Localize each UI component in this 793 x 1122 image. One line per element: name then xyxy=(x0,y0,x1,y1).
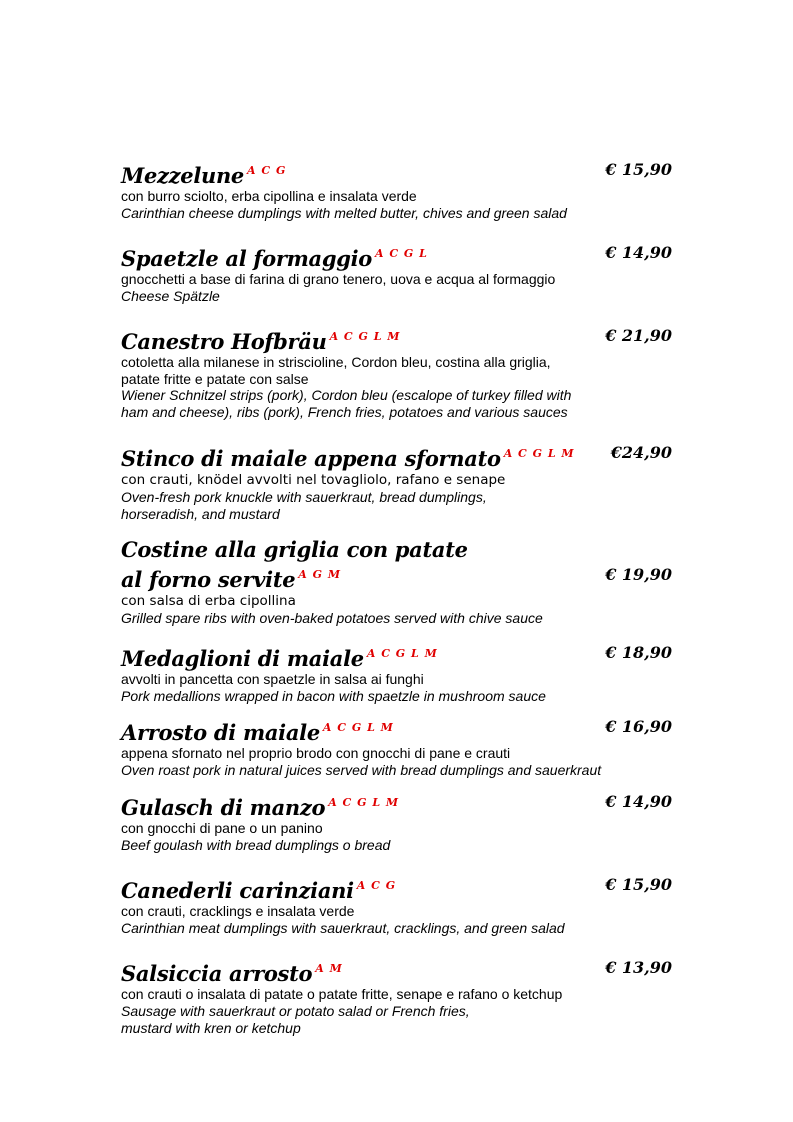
menu-item xyxy=(121,537,681,627)
description-line: con crauti, knödel avvolti nel tovagliolo, rafano e senape xyxy=(121,472,506,488)
description-line: Pork medallions wrapped in bacon with spaetzle in mushroom sauce xyxy=(121,687,546,704)
menu-item xyxy=(121,715,681,779)
description-line: horseradish, and mustard xyxy=(121,506,280,522)
description-italian xyxy=(121,354,641,387)
dish-title xyxy=(121,873,681,903)
description-italian xyxy=(121,745,641,762)
description-line: Carinthian cheese dumplings with melted butter, chives and green salad xyxy=(121,204,567,221)
dish-name: Salsiccia arrosto xyxy=(121,961,313,986)
description-english xyxy=(121,1003,631,1037)
description-line: con salsa di erba cipollina xyxy=(121,593,296,609)
description-line: Beef goulash with bread dumplings o bread xyxy=(121,836,391,853)
description-italian xyxy=(121,671,601,688)
allergen-codes: A C G xyxy=(247,164,287,177)
description-line: con burro sciolto, erba cipollina e insalata verde xyxy=(121,188,417,204)
dish-price: € 14,90 xyxy=(605,243,672,262)
description-italian xyxy=(121,471,601,489)
allergen-codes: A C G xyxy=(356,879,397,892)
description-line: gnocchetti a base di farina di grano tenero, uova e acqua al formaggio xyxy=(121,271,556,287)
dish-name: Mezzelune xyxy=(121,163,244,188)
dish-title xyxy=(121,562,681,592)
dish-title xyxy=(121,324,681,354)
menu-item xyxy=(121,241,681,305)
dish-title xyxy=(121,641,681,671)
description-line: Carinthian meat dumplings with sauerkraut, cracklings, and green salad xyxy=(121,919,565,936)
description-italian xyxy=(121,271,641,288)
menu-item xyxy=(121,324,681,421)
menu-item xyxy=(121,956,681,1037)
description-english xyxy=(121,762,661,779)
description-line: Oven-fresh pork knuckle with sauerkraut, bread dumplings, xyxy=(121,489,487,505)
description-italian xyxy=(121,903,601,920)
description-english xyxy=(121,610,631,627)
dish-name: Stinco di maiale appena sfornato xyxy=(121,446,501,471)
description-english xyxy=(121,920,631,937)
description-line: con crauti o insalata di patate o patate fritte, senape e rafano o ketchup xyxy=(121,986,563,1002)
allergen-codes: A M xyxy=(315,962,343,975)
description-line: Wiener Schnitzel strips (pork), Cordon bleu (escalope of turkey filled with xyxy=(121,387,572,403)
description-english xyxy=(121,205,631,222)
dish-price: € 16,90 xyxy=(605,717,672,736)
dish-name: Canestro Hofbräu xyxy=(121,329,327,354)
description-english xyxy=(121,387,631,421)
dish-price: € 14,90 xyxy=(605,792,672,811)
allergen-codes: A C G L M xyxy=(366,647,438,660)
description-line: avvolti in pancetta con spaetzle in salsa ai funghi xyxy=(121,671,424,687)
allergen-codes: A C G L M xyxy=(322,721,394,734)
dish-name: Arrosto di maiale xyxy=(121,720,320,745)
menu-item xyxy=(121,790,681,854)
description-line: patate fritte e patate con salse xyxy=(121,370,309,387)
dish-title xyxy=(121,441,681,471)
dish-name: Gulasch di manzo xyxy=(121,795,326,820)
description-line: ham and cheese), ribs (pork), French fries, potatoes and various sauces xyxy=(121,404,568,420)
menu-item xyxy=(121,158,681,222)
dish-name: Spaetzle al formaggio xyxy=(121,246,372,271)
allergen-codes: A C G L M xyxy=(329,330,401,343)
description-line: Grilled spare ribs with oven-baked potatoes served with chive sauce xyxy=(121,610,543,626)
dish-price: €24,90 xyxy=(610,443,672,462)
dish-title xyxy=(121,956,681,986)
dish-price: € 18,90 xyxy=(605,643,672,662)
dish-name: Canederli carinziani xyxy=(121,878,354,903)
dish-price: € 13,90 xyxy=(605,958,672,977)
allergen-codes: A C G L M xyxy=(328,796,400,809)
description-line: Oven roast pork in natural juices served with bread dumplings and sauerkraut xyxy=(121,761,602,778)
description-line: appena sfornato nel proprio brodo con gnocchi di pane e crauti xyxy=(121,745,511,761)
description-line: Sausage with sauerkraut or potato salad or French fries, xyxy=(121,1002,470,1019)
description-line: cotoletta alla milanese in striscioline, Cordon bleu, costina alla griglia, xyxy=(121,354,551,370)
dish-price: € 21,90 xyxy=(605,326,672,345)
dish-title xyxy=(121,790,681,820)
description-english xyxy=(121,288,631,305)
allergen-codes: A C G L M xyxy=(503,447,575,460)
menu-item xyxy=(121,873,681,937)
description-italian xyxy=(121,986,661,1003)
allergen-codes: A G M xyxy=(298,568,342,581)
description-line: mustard with kren or ketchup xyxy=(121,1019,301,1036)
dish-title-line: Costine alla griglia con patate xyxy=(121,537,468,562)
description-line: con gnocchi di pane o un panino xyxy=(121,820,323,836)
dish-price: € 19,90 xyxy=(605,565,672,584)
description-italian xyxy=(121,592,601,610)
description-english xyxy=(121,837,631,854)
menu-item xyxy=(121,641,681,705)
description-line: Cheese Spätzle xyxy=(121,287,220,304)
description-line: con crauti, cracklings e insalata verde xyxy=(121,903,355,919)
menu-item xyxy=(121,441,681,523)
description-italian xyxy=(121,820,601,837)
description-english xyxy=(121,688,631,705)
dish-name: Medaglioni di maiale xyxy=(121,646,364,671)
dish-price: € 15,90 xyxy=(605,160,672,179)
dish-title xyxy=(121,158,681,188)
description-italian xyxy=(121,188,601,205)
dish-price: € 15,90 xyxy=(605,875,672,894)
dish-title xyxy=(121,241,681,271)
allergen-codes: A C G L xyxy=(374,247,428,260)
dish-name: al forno servite xyxy=(121,567,296,592)
dish-title xyxy=(121,715,681,745)
description-english xyxy=(121,489,631,523)
